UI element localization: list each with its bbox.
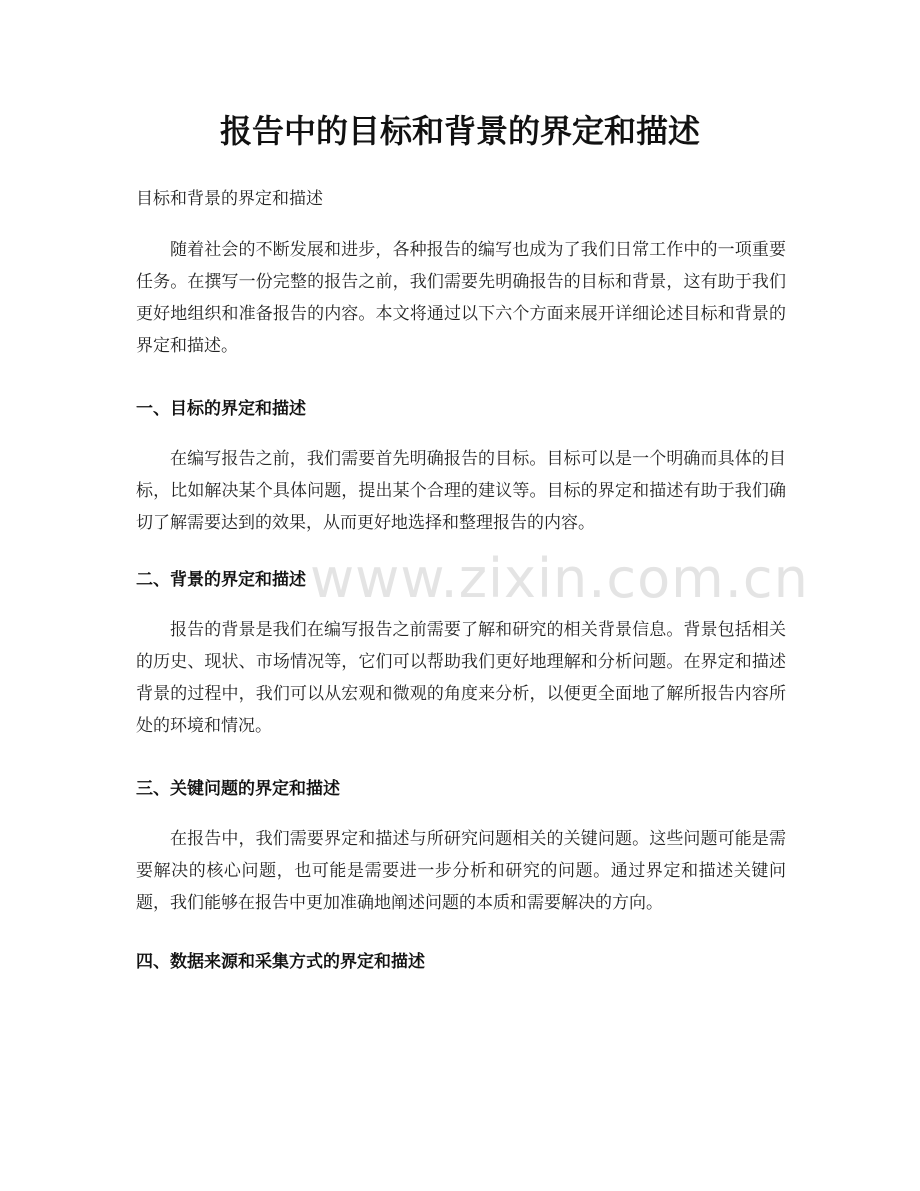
section-heading-key-issues: 三、关键问题的界定和描述: [136, 779, 340, 799]
section-heading-data-source: 四、数据来源和采集方式的界定和描述: [136, 952, 425, 972]
section-body-background: 报告的背景是我们在编写报告之前需要了解和研究的相关背景信息。背景包括相关的历史、现状、市场情况等，它们可以帮助我们更好地理解和分析问题。在界定和描述背景的过程中，我们可以从宏观和微观的角度来分析，以便更全面地了解所报告内容所处的环境和情况。: [136, 620, 786, 736]
intro-paragraph: 随着社会的不断发展和进步，各种报告的编写也成为了我们日常工作中的一项重要任务。在撰写一份完整的报告之前，我们需要先明确报告的目标和背景，这有助于我们更好地组织和准备报告的内容。本文将通过以下六个方面来展开详细论述目标和背景的界定和描述。: [136, 240, 786, 356]
document-title: 报告中的目标和背景的界定和描述: [219, 112, 700, 150]
section-body-key-issues: 在报告中，我们需要界定和描述与所研究问题相关的关键问题。这些问题可能是需要解决的核心问题，也可能是需要进一步分析和研究的问题。通过界定和描述关键问题，我们能够在报告中更加准确地阐述问题的本质和需要解决的方向。: [136, 829, 786, 913]
document-subtitle: 目标和背景的界定和描述: [136, 189, 323, 209]
section-body-goal: 在编写报告之前，我们需要首先明确报告的目标。目标可以是一个明确而具体的目标，比如解决某个具体问题，提出某个合理的建议等。目标的界定和描述有助于我们确切了解需要达到的效果，从而更好地选择和整理报告的内容。: [136, 449, 786, 533]
watermark: www.zixin.com.cn: [310, 547, 809, 610]
section-heading-goal: 一、目标的界定和描述: [136, 399, 306, 419]
section-heading-background: 二、背景的界定和描述: [136, 570, 306, 590]
